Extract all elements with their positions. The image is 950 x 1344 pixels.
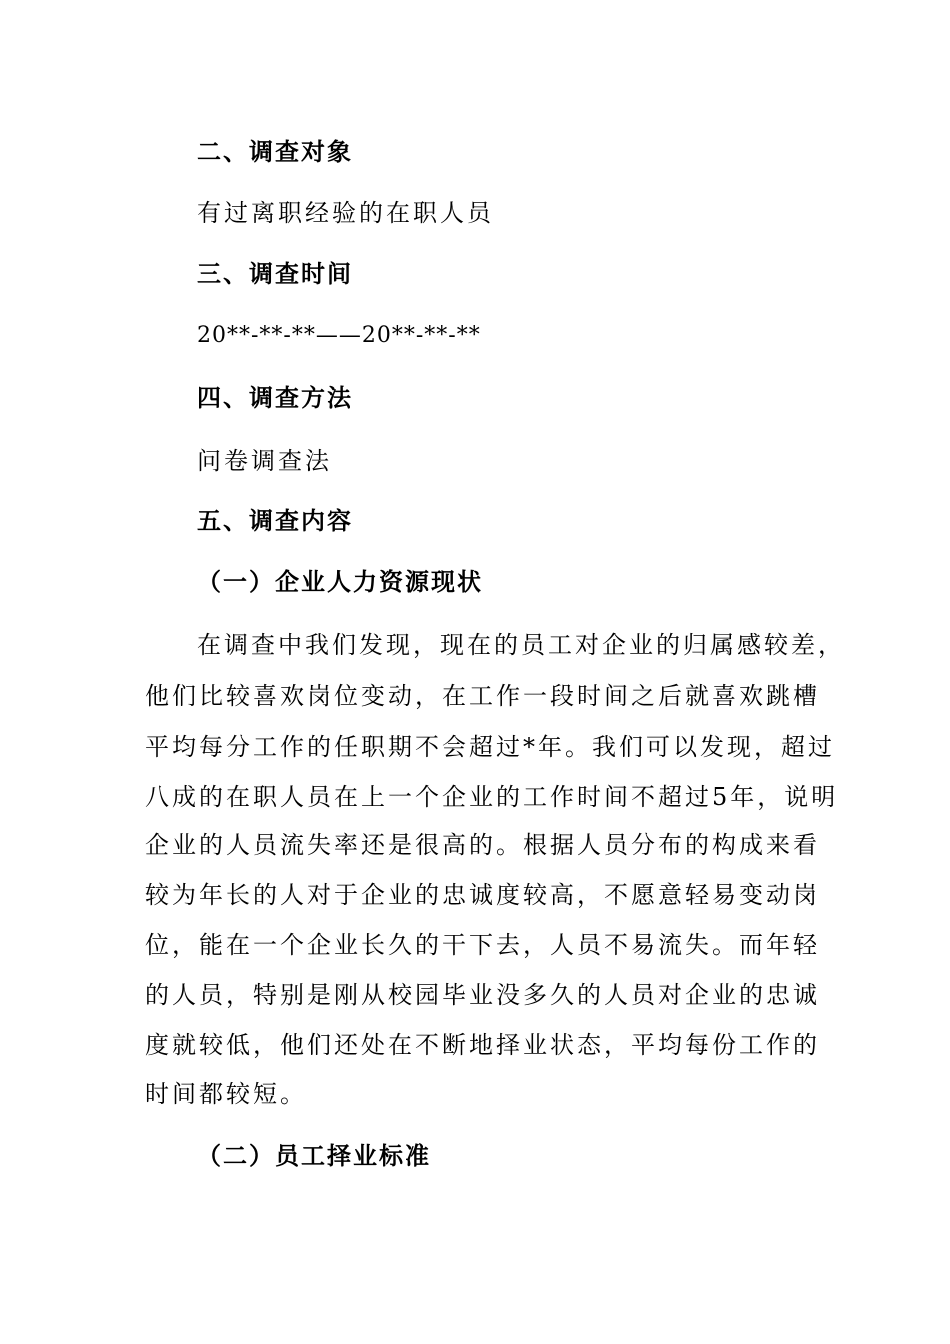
- paragraph-line: 位，能在一个企业长久的干下去，人员不易流失。而年轻: [145, 931, 820, 959]
- paragraph-line: 平均每分工作的任职期不会超过*年。我们可以发现，超过: [145, 733, 835, 761]
- paragraph-line: 企业的人员流失率还是很高的。根据人员分布的构成来看: [145, 831, 820, 859]
- paragraph-line: 时间都较短。: [145, 1080, 307, 1108]
- paragraph-line: 在调查中我们发现，现在的员工对企业的归属感较差，: [197, 631, 845, 659]
- survey-target-text: 有过离职经验的在职人员: [197, 199, 494, 227]
- paragraph-line: 八成的在职人员在上一个企业的工作时间不超过5年，说明: [145, 783, 839, 811]
- survey-time-text: 20**-**-**——20**-**-**: [197, 323, 481, 348]
- subsection-heading-hr-status: （一）企业人力资源现状: [197, 568, 483, 596]
- section-heading-survey-time: 三、调查时间: [197, 260, 353, 288]
- section-heading-survey-target: 二、调查对象: [197, 138, 353, 166]
- paragraph-line: 较为年长的人对于企业的忠诚度较高，不愿意轻易变动岗: [145, 881, 820, 909]
- paragraph-line: 度就较低，他们还处在不断地择业状态，平均每份工作的: [145, 1031, 820, 1059]
- subsection-heading-selection-criteria: （二）员工择业标准: [197, 1142, 431, 1170]
- section-heading-survey-content: 五、调查内容: [197, 507, 353, 535]
- paragraph-line: 他们比较喜欢岗位变动，在工作一段时间之后就喜欢跳槽: [145, 682, 820, 710]
- paragraph-line: 的人员，特别是刚从校园毕业没多久的人员对企业的忠诚: [145, 981, 820, 1009]
- section-heading-survey-method: 四、调查方法: [197, 384, 353, 412]
- survey-method-text: 问卷调查法: [197, 447, 332, 475]
